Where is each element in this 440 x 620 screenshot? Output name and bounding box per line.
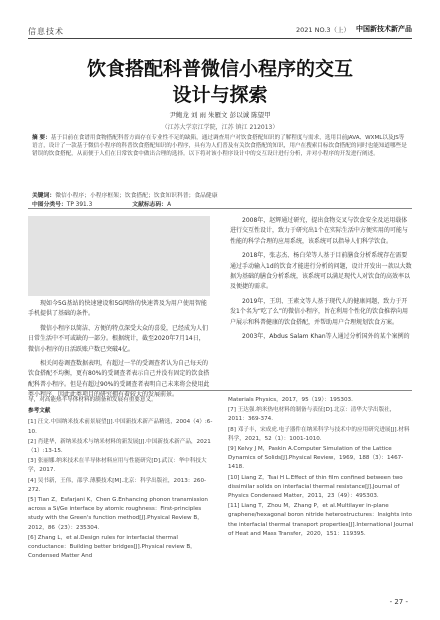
reference-item: [10] Liang Z，Tsai H L.Effect of thin film confined between two dissimilar solids on interfacial thermal resistance[J].Journal of Physics Condensed Matter，2011，23（49）：495303. xyxy=(228,474,403,500)
reference-item: [11] Liang T，Zhou M，Zhang P，et al.Multilayer in-plane graphene/hexagonal boron nitride heterostructures：Insights into the interfacial thermal transport properties[J].International Journal of Heat and Mass Transfer，2020，151：119395. xyxy=(228,503,414,537)
reference-item: [3] 张丽娜.纳米技术在半导体材料应用与性能研究[D].武汉：华中科技大学，2017. xyxy=(28,458,207,474)
title-line-2: 设计与探索 xyxy=(172,84,268,106)
keywords-text: 微信小程序；小程序框架；饮食搭配；饮食知识科普；食品健康 xyxy=(55,193,218,199)
abstract-divider xyxy=(28,208,412,209)
clc-code: 中图分类号：TP 391.3 xyxy=(32,202,93,208)
paragraph: 微信小程序以简洁、方便的特点深受大众的喜爱，已经成为人们日常生活中不可或缺的一部分。根据统计，截至2020年7月14日，微信小程序的日活跃账户数已突破4亿。 xyxy=(28,324,209,353)
body-column-left xyxy=(28,299,210,405)
body-column-right xyxy=(230,216,412,346)
references-column-right xyxy=(228,396,414,540)
classification-line xyxy=(32,199,408,208)
continued-text: 导，对高能热半导体材料的制备和发展有重要意义。 xyxy=(28,397,157,403)
issue-number: 2021 NO.3（上） xyxy=(295,25,350,34)
document-code: 文献标志码：A xyxy=(132,202,172,208)
abstract xyxy=(28,132,412,190)
paragraph: 2019年，王玥、王素文等人基于现代人的健康问题，致力于开发1个名为“吃了么”的微信小程序，旨在利用个性化的饮食推荐向用户展示和科普健康的饮食搭配，并帮助用户合理规划饮食方案。 xyxy=(230,297,409,326)
article-title xyxy=(40,56,400,108)
reference-item: [5] Tian Z，Esfarjani K，Chen G.Enhancing phonon transmission across a Si/Ge interface by atomic roughness：First-principles study with the Green's function method[J].Physical Review B，2012，86（23）：235304. xyxy=(28,497,208,531)
page-number: - 27 - xyxy=(389,598,408,606)
references-column-left xyxy=(28,396,214,562)
keywords xyxy=(32,190,408,199)
paragraph: 相关问卷调查数据表明，有超过一半的受调查者认为自己每天的饮食搭配不均衡，更有80%的受调查者表示自己并没有固定的饮食搭配科普小程序。但是有超过90%的受调查者表明自己未来将会使用此类小程序，因此此类项目的研究拥有着较大的发展前景。 xyxy=(28,360,210,399)
reference-item: [8] 邓子丰，宋成虎.电子器件在纳米科学与技术中的应用研究进展[J].材料科学，2021，52（1）：1001-1010. xyxy=(228,426,410,442)
paragraph: 2008年，赵辉通过研究，提出食物交叉与饮食安全及运用载体进行交互性设计，致力于研究出1个在实际生活中方便实用的可能与性能的科学合理的应用系统，该系统可以指导人们科学饮食。 xyxy=(230,217,408,245)
author-affiliation: （江苏大学京江学院，江苏 镇江 212013） xyxy=(161,124,279,131)
author-list: 尹鲍龙 刘 雨 朱雁文 彭以诚 陈望甲 xyxy=(169,111,271,119)
title-line-1: 饮食搭配科普微信小程序的交互 xyxy=(86,58,353,80)
reference-item: [9] Kelvy J M，Paskin A.Computer Simulation of the Lattice Dynamics of Solids[J].Physical Review，1969，188（3）：1467-1418. xyxy=(228,446,404,471)
section-label: 信息技术 xyxy=(28,27,64,36)
reference-item: Materials Physics，2017，95（19）：195303. xyxy=(228,397,353,403)
abstract-text: 基于目前在食谱用食物搭配科普方面存在专业性不足的缺陷，通过调查用户对饮食搭配知识的了解程度与需求，选用目前JAVA、WXML以及JS等语言，设计了一款基于微信小程序的科普饮食搭配知识的小程序，具有为人们普及有关饮食搭配的知识，用户在搜索目标饮食搭配的同时也能知道哪些是错误的饮食搭配，从而便于人们在日常饮食中做出合理的选择。以下将对该小程序设计中的交互设计进行分析，并对小程序的开发进行阐述。 xyxy=(32,135,407,157)
issue-info xyxy=(296,24,412,34)
reference-item: [6] Zhang L，et al.Design rules for interfacial thermal conductance：Building better bridges[J].Physical review B，Condensed Matter And xyxy=(28,534,196,560)
reference-item: [4] 吴书新，王伟，邵学.薄膜技术[M].北京：科学出版社，2013：260-272. xyxy=(28,477,207,493)
keywords-label: 关键词： xyxy=(32,193,56,199)
reference-item: [7] 王达强.纳米热电材料的制备与表征[D].北京：清华大学出版社，2011：369-374. xyxy=(228,407,396,423)
reference-item: [2] 肖建华，新纳米技术与纳米材料的新发展[J].中国新技术新产品，2021（1）:13-15. xyxy=(28,438,211,455)
paragraph: 2003年，Abdus Salam Khan等人通过分析国外的某个案例的 xyxy=(242,333,410,341)
gray-bar xyxy=(28,216,210,296)
paragraph: 现如今5G基站的快速建设和5G网络的快速普及为用户使用智能手机提供了基础的条件。 xyxy=(28,300,207,318)
header-divider xyxy=(28,38,412,39)
abstract-label: 摘 要： xyxy=(32,135,51,141)
references-divider xyxy=(28,390,412,391)
paragraph: 2018年，张志杰、杨白荣等人基于目前膳食分析系统存在需要通过手动输入1d的饮食才能进行分析的问题，设计开发出一款以大数据为基础的膳食分析系统，该系统可以满足现代人对饮食的高效率以及便捷的需求。 xyxy=(230,252,412,291)
references-heading: 参考文献 xyxy=(28,408,51,415)
reference-item: [1] 汪文.中国纳米技术前景展望[J].中国新技术新产品精选，2004（4）:6-10. xyxy=(28,419,213,435)
publication-name: 中国新技术新产品 xyxy=(356,25,412,33)
